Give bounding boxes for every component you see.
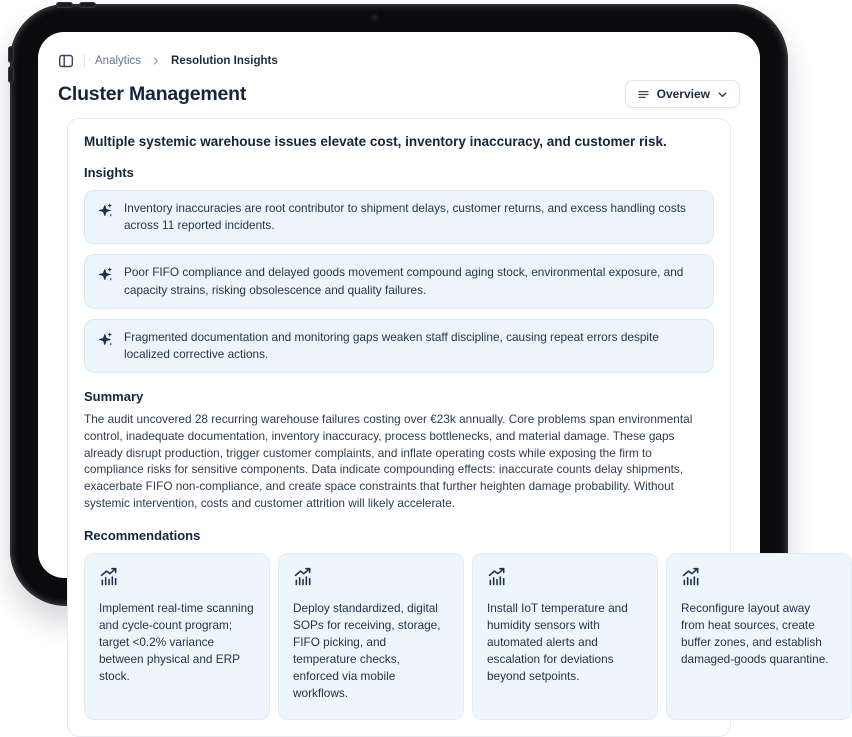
chevron-right-icon — [151, 56, 161, 66]
side-button-1 — [8, 46, 14, 63]
recommendation-card[interactable] — [666, 553, 852, 720]
tablet-screen — [38, 32, 829, 701]
page-title: Cluster Management — [58, 82, 247, 105]
page-header — [58, 80, 740, 108]
report-panel — [67, 118, 829, 737]
sidebar-toggle-button[interactable] — [58, 53, 74, 69]
view-selector-button[interactable] — [625, 80, 740, 108]
tablet-frame — [10, 4, 829, 701]
insight-text: Poor FIFO compliance and delayed goods movement compound aging stock, environmental exposure, and capacity strains, risking obsolescence and quality failures. — [124, 265, 684, 297]
insight-card — [84, 319, 714, 373]
chart-increasing-icon — [681, 567, 837, 592]
breadcrumb — [58, 52, 740, 70]
breadcrumb-divider — [84, 54, 85, 68]
chart-increasing-icon — [99, 567, 255, 592]
insight-card — [84, 190, 714, 244]
summary-heading: Summary — [84, 388, 144, 404]
insight-card — [84, 254, 714, 308]
insight-text: Inventory inaccuracies are root contributor to shipment delays, customer returns, and excess handling costs across 11 reported incidents. — [124, 201, 686, 233]
list-icon — [637, 88, 650, 101]
chevron-down-icon — [717, 89, 728, 100]
breadcrumb-item-analytics[interactable]: Analytics — [95, 55, 142, 67]
sparkles-icon — [97, 331, 114, 353]
chart-increasing-icon — [293, 567, 449, 592]
volume-up-button — [56, 2, 73, 8]
side-button-2 — [8, 66, 14, 83]
app-window — [38, 32, 829, 737]
chart-increasing-icon — [487, 567, 643, 592]
volume-down-button — [79, 2, 96, 8]
report-headline: Multiple systemic warehouse issues elevate cost, inventory inaccuracy, and customer risk. — [84, 134, 667, 149]
recommendation-text: Reconfigure layout away from heat sources, create buffer zones, and establish damaged-goods quarantine. — [681, 600, 829, 667]
breadcrumb-item-current: Resolution Insights — [171, 55, 278, 67]
summary-paragraph: The audit uncovered 28 recurring warehouse failures costing over €23k annually. Core problems span environmental control, inadequate documentation, inventory inaccuracy, process bottlenecks, and material damage. These gaps already disrupt production, trigger customer complaints, and inflate operating costs while exposing the firm to compliance risks for sensitive components. Data indicate compounding effects: inaccurate counts delay shipments, exacerbate FIFO non-compliance, and create space constraints that further heighten damage probability. Without systemic intervention, costs and customer attrition will likely accelerate. — [84, 411, 693, 511]
sparkles-icon — [97, 266, 114, 288]
insight-text: Fragmented documentation and monitoring gaps weaken staff discipline, causing repeat errors despite localized corrective actions. — [124, 329, 659, 361]
recommendation-card[interactable] — [84, 553, 270, 720]
recommendation-text: Deploy standardized, digital SOPs for receiving, storage, FIFO picking, and temperature checks, enforced via mobile workflows. — [293, 600, 441, 701]
recommendation-text: Install IoT temperature and humidity sensors with automated alerts and escalation for deviations beyond setpoints. — [487, 600, 628, 684]
recommendation-card[interactable] — [472, 553, 658, 720]
recommendations-scroll-row[interactable] — [84, 553, 829, 720]
insights-heading: Insights — [84, 165, 134, 181]
recommendations-heading: Recommendations — [84, 527, 201, 543]
recommendation-text: Implement real-time scanning and cycle-count program; target <0.2% variance between physical and ERP stock. — [99, 600, 254, 684]
panel-left-icon — [58, 53, 74, 69]
recommendation-card[interactable] — [278, 553, 464, 720]
front-camera — [371, 14, 378, 21]
view-selector-label: Overview — [656, 87, 710, 101]
sparkles-icon — [97, 202, 114, 224]
